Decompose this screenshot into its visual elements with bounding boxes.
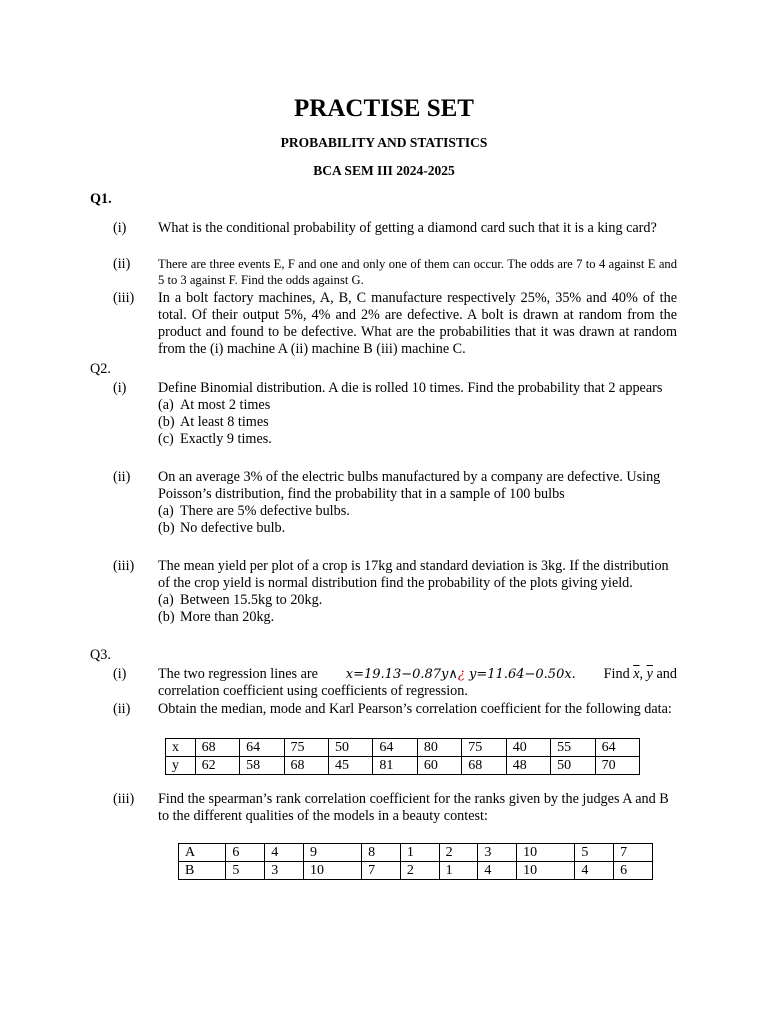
table-cell: 48 (506, 757, 550, 775)
table-cell: 3 (265, 862, 304, 880)
table-cell: 6 (614, 862, 653, 880)
table-cell: 4 (575, 862, 614, 880)
q2-part-block (158, 469, 677, 537)
option-text: More than 20kg. (180, 609, 275, 625)
table-cell: 70 (595, 757, 639, 775)
q2-part-text: Define Binomial distribution. A die is rolled 10 times. Find the probability that 2 appears (158, 380, 663, 396)
q3-regression-line (158, 666, 677, 683)
option-label: (b) (158, 520, 175, 536)
x-bar: $\overline{x}$ (633, 666, 640, 682)
subject-heading: PROBABILITY AND STATISTICS (280, 135, 488, 150)
table-cell: 68 (195, 739, 239, 757)
option (158, 609, 677, 626)
table-cell: 60 (417, 757, 461, 775)
table-cell: 40 (506, 739, 550, 757)
q3-regression-line2: correlation coefficient using coefficients of regression. (158, 683, 468, 699)
table-row (179, 862, 653, 880)
q1-part-text: There are three events E, F and one and only one of them can occur. The odds are 7 to 4 against E and 5 to 3 against F. Find the odds against G. (158, 257, 677, 287)
option-text: At least 8 times (180, 414, 269, 430)
table-cell: 75 (462, 739, 506, 757)
option (158, 592, 677, 609)
q1-part-num: (i) (113, 220, 127, 236)
q2-part-num: (iii) (113, 558, 135, 574)
q3-label: Q3. (90, 647, 111, 663)
data-table-xy (165, 738, 640, 775)
comma: , (639, 666, 644, 682)
page-title: PRACTISE SET (294, 95, 474, 122)
table-row-header: B (179, 862, 226, 880)
table-cell: 64 (595, 739, 639, 757)
q2-part-block (158, 380, 677, 448)
table-cell: 9 (303, 844, 361, 862)
option-label: (a) (158, 503, 174, 519)
data-table-ranks (178, 843, 653, 880)
table-row-header: A (179, 844, 226, 862)
q2-label: Q2. (90, 361, 111, 377)
table-row (166, 739, 640, 757)
q2-part-num: (i) (113, 380, 127, 396)
y-bar: $\overline{y}$ (646, 666, 653, 682)
q1-part-text: In a bolt factory machines, A, B, C manufacture respectively 25%, 35% and 40% of the total. Of their output 5%, 4% and 2% are defective. A bolt is drawn at random from the product and found to be defective. What are the probabilities that it was drawn at random from the (i) machine A (ii) machine B (iii) machine C. (158, 290, 677, 357)
q3-part-text: Find the spearman’s rank correlation coefficient for the ranks given by the judges A and B to the different qualities of the models in a beauty contest: (158, 791, 669, 824)
option-text: There are 5% defective bulbs. (180, 503, 350, 519)
option-label: (c) (158, 431, 174, 447)
q1-part-num: (iii) (113, 290, 135, 306)
table-cell: 2 (439, 844, 478, 862)
option-label: (a) (158, 397, 174, 413)
q3-regression-post (604, 666, 677, 683)
table-cell: 8 (362, 844, 401, 862)
q3-regression-pre: The two regression lines are (158, 666, 318, 682)
q2-part-text: On an average 3% of the electric bulbs manufactured by a company are defective. Using Poisson’s distribution, find the probability that in a sample of 100 bulbs (158, 469, 661, 502)
option-label: (a) (158, 592, 174, 608)
option-text: At most 2 times (180, 397, 271, 413)
table-cell: 4 (265, 844, 304, 862)
table-cell: 64 (240, 739, 284, 757)
table-cell: 4 (478, 862, 517, 880)
q3-part-num: (i) (113, 666, 127, 682)
table-cell: 64 (373, 739, 417, 757)
regression-equation (346, 666, 576, 683)
option (158, 431, 677, 448)
option-text: No defective bulb. (180, 520, 286, 536)
table-row-header: y (166, 757, 196, 775)
table-cell: 10 (517, 862, 575, 880)
option (158, 520, 677, 537)
table-cell: 45 (328, 757, 372, 775)
table-cell: 10 (303, 862, 361, 880)
table-cell: 5 (575, 844, 614, 862)
table-cell: 75 (284, 739, 328, 757)
q3-part-num: (ii) (113, 701, 131, 717)
table-cell: 58 (240, 757, 284, 775)
option-label: (b) (158, 414, 175, 430)
table-cell: 80 (417, 739, 461, 757)
table-cell: 68 (462, 757, 506, 775)
table-cell: 68 (284, 757, 328, 775)
q3-part-num: (iii) (113, 791, 135, 807)
q3-part-text: Obtain the median, mode and Karl Pearson’s correlation coefficient for the following data: (158, 701, 672, 717)
q2-part-num: (ii) (113, 469, 131, 485)
table-cell: 10 (517, 844, 575, 862)
course-heading: BCA SEM III 2024-2025 (313, 163, 455, 178)
table-cell: 3 (478, 844, 517, 862)
table-cell: 55 (551, 739, 595, 757)
equation-glyph: ¿ (457, 667, 465, 682)
option (158, 397, 677, 414)
equation-x: x=19.13−0.87y∧ (345, 667, 458, 682)
option (158, 414, 677, 431)
table-cell: 81 (373, 757, 417, 775)
and-word: and (656, 666, 677, 682)
q2-part-block (158, 558, 677, 626)
table-cell: 5 (226, 862, 265, 880)
table-cell: 1 (400, 844, 439, 862)
table-cell: 6 (226, 844, 265, 862)
option (158, 503, 677, 520)
table-cell: 2 (400, 862, 439, 880)
table-cell: 62 (195, 757, 239, 775)
table-cell: 7 (614, 844, 653, 862)
option-text: Between 15.5kg to 20kg. (180, 592, 323, 608)
q2-part-text: The mean yield per plot of a crop is 17kg and standard deviation is 3kg. If the distribution of the crop yield is normal distribution find the probability of the plots giving yield. (158, 558, 669, 591)
q3-regression-text (158, 666, 677, 700)
table-cell: 50 (551, 757, 595, 775)
table-cell: 7 (362, 862, 401, 880)
option-label: (b) (158, 609, 175, 625)
table-row (166, 757, 640, 775)
q1-part-text: What is the conditional probability of getting a diamond card such that it is a king card? (158, 220, 657, 236)
table-cell: 50 (328, 739, 372, 757)
q1-label: Q1. (90, 191, 112, 207)
option-text: Exactly 9 times. (180, 431, 272, 447)
table-row (179, 844, 653, 862)
table-row-header: x (166, 739, 196, 757)
equation-y: y=11.64−0.50x. (469, 667, 576, 682)
find-word: Find (603, 666, 630, 682)
q1-part-num: (ii) (113, 256, 131, 272)
table-cell: 1 (439, 862, 478, 880)
